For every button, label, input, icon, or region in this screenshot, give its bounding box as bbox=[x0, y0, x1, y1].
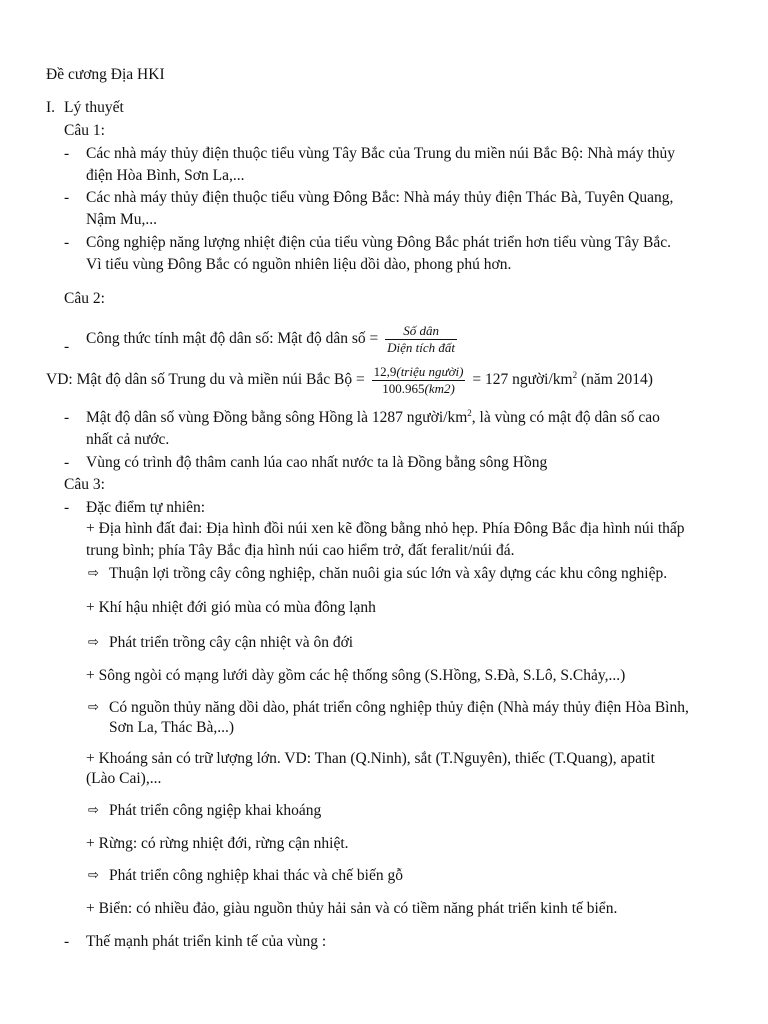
forest-line: + Rừng: có rừng nhiệt đới, rừng cận nhiệt. bbox=[86, 835, 349, 852]
example-denominator bbox=[372, 381, 466, 397]
bullet-dash: - bbox=[64, 338, 70, 355]
q2-item-1-text-b: , là vùng có mật độ dân số cao bbox=[471, 409, 660, 426]
section-heading: Lý thuyết bbox=[64, 99, 124, 116]
example-den-unit: (km2) bbox=[424, 381, 455, 396]
forest-consequence: Phát triển công nghiệp khai thác và chế biến gỗ bbox=[109, 867, 403, 884]
q1-item-3-line-1: Công nghiệp năng lượng nhiệt điện của tiểu vùng Đông Bắc phát triển hơn tiểu vùng Tây Bắc. bbox=[86, 234, 671, 251]
q1-item-2-line-2: Nậm Mu,... bbox=[86, 211, 158, 228]
arrow-right-icon: ⇨ bbox=[88, 566, 99, 581]
density-formula bbox=[86, 323, 460, 356]
arrow-right-icon: ⇨ bbox=[88, 700, 99, 715]
q2-item-2-line-1: Vùng có trình độ thâm canh lúa cao nhất nước ta là Đồng bằng sông Hồng bbox=[86, 454, 548, 471]
question-1-heading: Câu 1: bbox=[64, 122, 105, 139]
bullet-dash: - bbox=[64, 499, 70, 516]
economic-strengths-heading: Thế mạnh phát triển kinh tế của vùng : bbox=[86, 933, 327, 950]
example-den-value: 100.965 bbox=[382, 381, 425, 396]
rivers-consequence-line-1: Có nguồn thủy năng dồi dào, phát triển công nghiệp thủy điện (Nhà máy thủy điện Hòa Bình, bbox=[109, 699, 689, 716]
example-superscript: 2 bbox=[572, 369, 578, 380]
document-title: Đề cương Địa HKI bbox=[46, 66, 165, 83]
terrain-line-2: trung bình; phía Tây Bắc địa hình núi cao hiểm trở, đất feralit/núi đá. bbox=[86, 542, 515, 559]
natural-features-heading: Đặc điểm tự nhiên: bbox=[86, 499, 206, 516]
q1-item-3-line-2: Vì tiểu vùng Đông Bắc có nguồn nhiên liệu dồi dào, phong phú hơn. bbox=[86, 256, 512, 273]
q2-item-1-line-1 bbox=[86, 407, 660, 429]
formula-label: Công thức tính mật độ dân số: Mật độ dân số = bbox=[86, 330, 379, 348]
rivers-line: + Sông ngòi có mạng lưới dày gồm các hệ thống sông (S.Hồng, S.Đà, S.Lô, S.Chảy,...) bbox=[86, 667, 626, 684]
bullet-dash: - bbox=[64, 189, 70, 206]
example-num-unit: (triệu người) bbox=[396, 364, 464, 379]
example-result: = 127 người/km bbox=[472, 371, 573, 389]
sea-line: + Biển: có nhiều đảo, giàu nguồn thủy hải sản và có tiềm năng phát triển kinh tế biển. bbox=[86, 900, 618, 917]
terrain-consequence: Thuận lợi trồng cây công nghiệp, chăn nuôi gia súc lớn và xây dựng các khu công nghiệp. bbox=[109, 565, 668, 582]
terrain-line-1: + Địa hình đất đai: Địa hình đồi núi xen kẽ đồng bằng nhỏ hẹp. Phía Đông Bắc địa hình núi thấp bbox=[86, 520, 685, 537]
section-number: I. bbox=[46, 99, 56, 116]
arrow-right-icon: ⇨ bbox=[88, 803, 99, 818]
minerals-line-2: (Lào Cai),... bbox=[86, 770, 162, 787]
arrow-right-icon: ⇨ bbox=[88, 635, 99, 650]
example-year: (năm 2014) bbox=[580, 371, 653, 389]
example-prefix: VD: Mật độ dân số Trung du và miền núi Bắc Bộ = bbox=[46, 371, 365, 389]
bullet-dash: - bbox=[64, 409, 70, 426]
arrow-right-icon: ⇨ bbox=[88, 868, 99, 883]
q1-item-2-line-1: Các nhà máy thủy điện thuộc tiểu vùng Đông Bắc: Nhà máy thủy điện Thác Bà, Tuyên Quang, bbox=[86, 189, 674, 206]
climate-consequence: Phát triển trồng cây cận nhiệt và ôn đới bbox=[109, 634, 354, 651]
density-example bbox=[46, 364, 653, 397]
rivers-consequence-line-2: Sơn La, Thác Bà,...) bbox=[109, 719, 234, 736]
minerals-line-1: + Khoáng sản có trữ lượng lớn. VD: Than (Q.Ninh), sắt (T.Nguyên), thiếc (T.Quang), apatit bbox=[86, 750, 655, 767]
bullet-dash: - bbox=[64, 454, 70, 471]
example-fraction bbox=[372, 364, 466, 397]
q2-item-1-text-a: Mật độ dân số vùng Đồng bằng sông Hồng là 1287 người/km bbox=[86, 409, 468, 426]
q2-item-1-line-2: nhất cả nước. bbox=[86, 431, 170, 448]
question-2-heading: Câu 2: bbox=[64, 290, 105, 307]
formula-denominator: Diện tích đất bbox=[387, 340, 456, 355]
climate-line: + Khí hậu nhiệt đới gió mùa có mùa đông lạnh bbox=[86, 599, 376, 616]
bullet-dash: - bbox=[64, 933, 70, 950]
minerals-consequence: Phát triển công ngiệp khai khoáng bbox=[109, 802, 322, 819]
example-numerator bbox=[372, 364, 466, 381]
q1-item-1-line-2: điện Hòa Bình, Sơn La,... bbox=[86, 167, 245, 184]
question-3-heading: Câu 3: bbox=[64, 476, 105, 493]
bullet-dash: - bbox=[64, 234, 70, 251]
formula-fraction bbox=[385, 323, 457, 356]
q1-item-1-line-1: Các nhà máy thủy điện thuộc tiểu vùng Tây Bắc của Trung du miền núi Bắc Bộ: Nhà máy thủy bbox=[86, 145, 676, 162]
formula-numerator: Số dân bbox=[385, 323, 457, 340]
bullet-dash: - bbox=[64, 145, 70, 162]
example-num-value: 12,9 bbox=[373, 364, 397, 379]
q2-item-1-superscript: 2 bbox=[467, 407, 472, 418]
